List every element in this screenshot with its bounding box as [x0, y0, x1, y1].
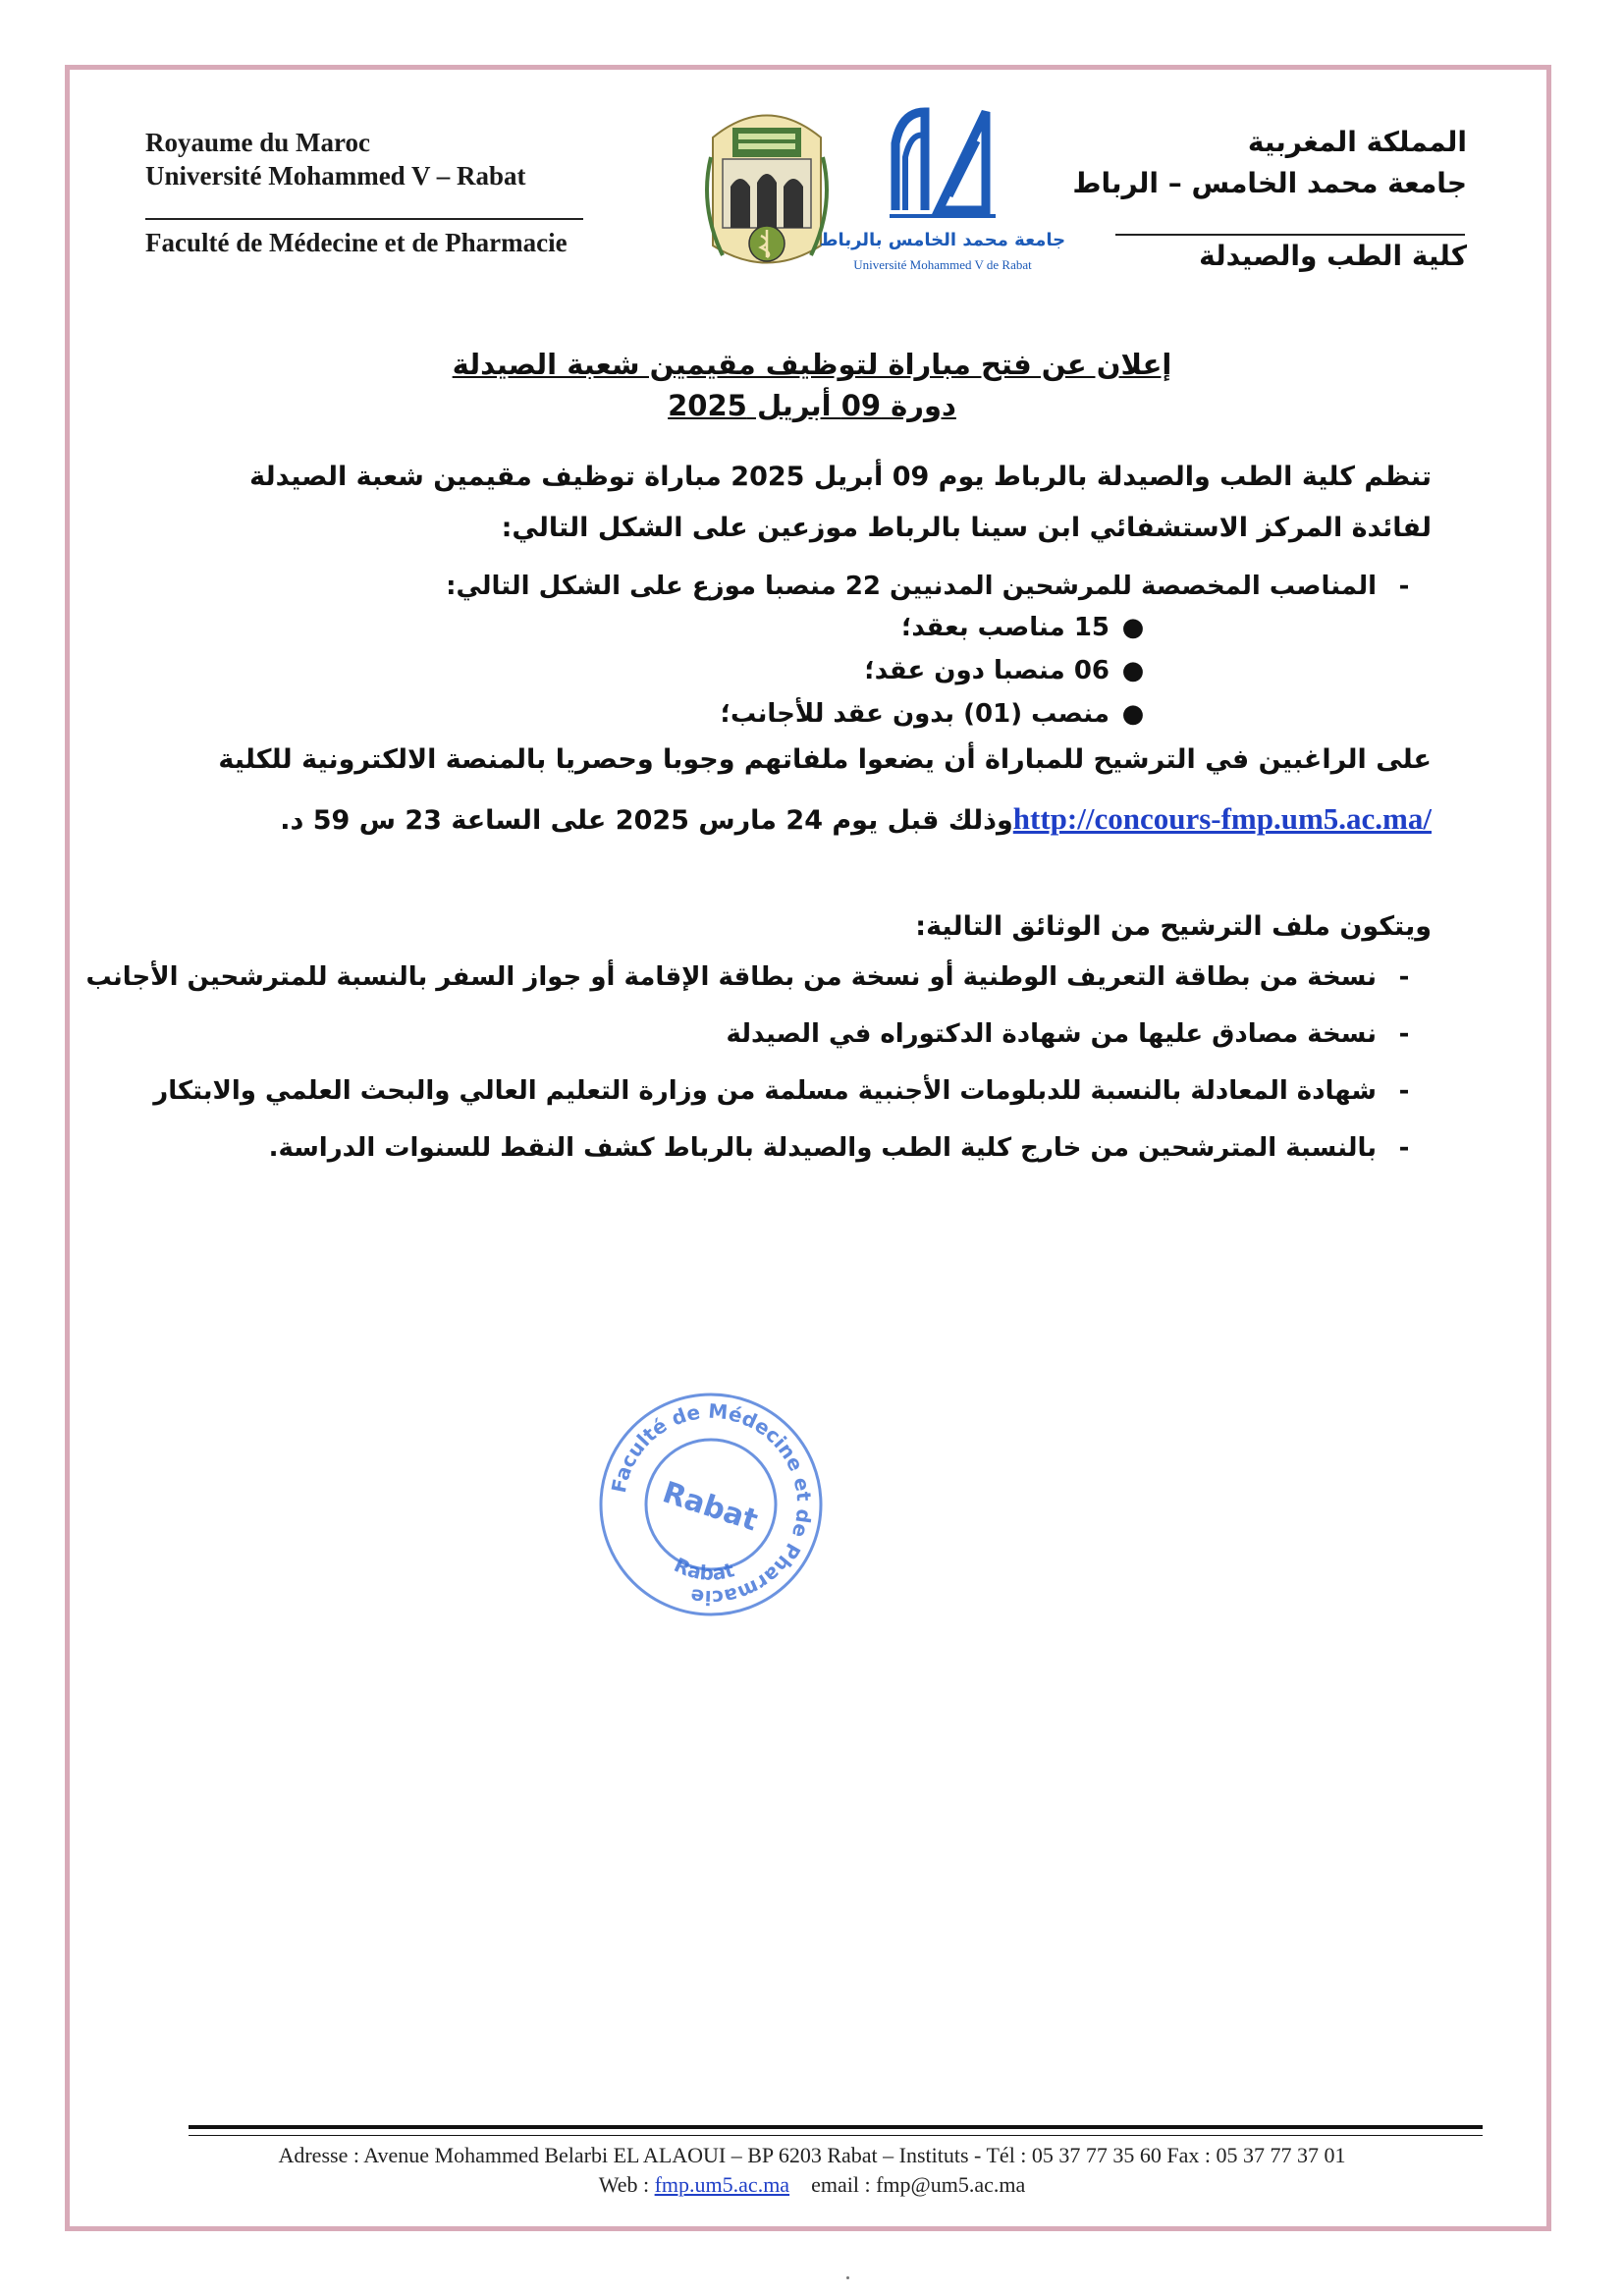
dash-marker: - — [1398, 572, 1410, 601]
header-fr-faculty: Faculté de Médecine et de Pharmacie — [145, 228, 568, 257]
footer-address: Adresse : Avenue Mohammed Belarbi EL ALAOUI – BP 6203 Rabat – Instituts - Tél : 05 37 77 35 60 Fax : 05 37 77 37 01 — [278, 2143, 1346, 2167]
list-item: ●منصب (01) بدون عقد للأجانب؛ — [721, 699, 1157, 742]
list-item: ●06 منصبا دون عقد؛ — [721, 656, 1157, 699]
header-fr-university: Université Mohammed V – Rabat — [145, 161, 526, 191]
header-ar-faculty: كلية الطب والصيدلة — [1199, 240, 1467, 272]
list-item: -نسخة من بطاقة التعريف الوطنية أو نسخة من بطاقة الإقامة أو جواز السفر بالنسبة للمترشحين الأجانب — [165, 962, 1432, 1019]
list-item: -بالنسبة المترشحين من خارج كلية الطب والصيدلة بالرباط كشف النقط للسنوات الدراسة. — [165, 1133, 1432, 1190]
official-stamp — [593, 1387, 829, 1622]
header-ar-kingdom: المملكة المغربية — [1247, 126, 1467, 158]
documents-list — [85, 962, 1432, 1190]
footer-email-label: email : — [811, 2172, 871, 2197]
university-logo-ar: جامعة محمد الخامس بالرباط — [819, 230, 1066, 250]
posts-heading: المناصب المخصصة للمرشحين المدنيين 22 منصبا موزع على الشكل التالي: — [446, 572, 1377, 601]
header-ar-divider — [1115, 234, 1465, 236]
header-fr — [145, 126, 525, 192]
university-logo — [819, 102, 1066, 279]
apply-deadline: وذلك قبل يوم 24 مارس 2025 على الساعة 23 س 59 د. — [280, 805, 1013, 836]
posts-list — [721, 613, 1157, 742]
stamp-ring-text: Faculté de Médecine et de Pharmacie — [606, 1398, 817, 1611]
bullet-icon: ● — [1121, 699, 1145, 729]
dash-marker: - — [1398, 962, 1410, 992]
university-logo-fr: Université Mohammed V de Rabat — [853, 257, 1032, 272]
intro-paragraph: تنظم كلية الطب والصيدلة بالرباط يوم 09 أبريل 2025 مباراة توظيف مقيمين شعبة الصيدلة لفائدة المركز الاستشفائي ابن سينا بالرباط موزعين على الشكل التالي: — [249, 462, 1432, 543]
bullet-icon: ● — [1121, 656, 1145, 685]
announcement-title-block — [0, 344, 1624, 426]
footer — [0, 2141, 1624, 2200]
announcement-session: دورة 09 أبريل 2025 — [668, 389, 956, 422]
dash-marker: - — [1398, 1133, 1410, 1163]
footer-web-link[interactable]: fmp.um5.ac.ma — [654, 2172, 790, 2197]
announcement-title: إعلان عن فتح مباراة لتوظيف مقيمين شعبة الصيدلة — [452, 348, 1172, 381]
footer-web-label: Web : — [598, 2172, 650, 2197]
header-ar — [1072, 122, 1467, 204]
documents-heading: ويتكون ملف الترشيح من الوثائق التالية: — [915, 911, 1432, 942]
bullet-icon: ● — [1121, 613, 1145, 642]
list-item: -شهادة المعادلة بالنسبة للدبلومات الأجنبية مسلمة من وزارة التعليم العالي والبحث العلمي والابتكار — [165, 1076, 1432, 1133]
svg-text:Rabat — [671, 1553, 737, 1585]
list-item: ●15 مناصب بعقد؛ — [721, 613, 1157, 656]
apply-text: على الراغبين في الترشيح للمباراة أن يضعوا ملفاتهم وجوبا وحصريا بالمنصة الالكترونية للكلية — [218, 744, 1432, 775]
apply-paragraph — [165, 731, 1432, 850]
footer-divider — [189, 2125, 1483, 2136]
header-fr-kingdom: Royaume du Maroc — [145, 128, 370, 157]
stamp-center-text: Rabat — [658, 1475, 762, 1539]
header-ar-university: جامعة محمد الخامس – الرباط — [1072, 167, 1467, 199]
scan-speck — [846, 2276, 849, 2279]
faculty-logo — [693, 98, 840, 275]
dash-marker: - — [1398, 1076, 1410, 1106]
stamp-bottom-text: Rabat — [670, 1553, 737, 1585]
footer-email[interactable]: fmp@um5.ac.ma — [876, 2172, 1026, 2197]
apply-link[interactable]: http://concours-fmp.um5.ac.ma/ — [1012, 801, 1432, 836]
dash-marker: - — [1398, 1019, 1410, 1049]
header-fr-divider — [145, 218, 583, 220]
list-item: -نسخة مصادق عليها من شهادة الدكتوراه في الصيدلة — [165, 1019, 1432, 1076]
posts-heading-row — [165, 572, 1432, 615]
